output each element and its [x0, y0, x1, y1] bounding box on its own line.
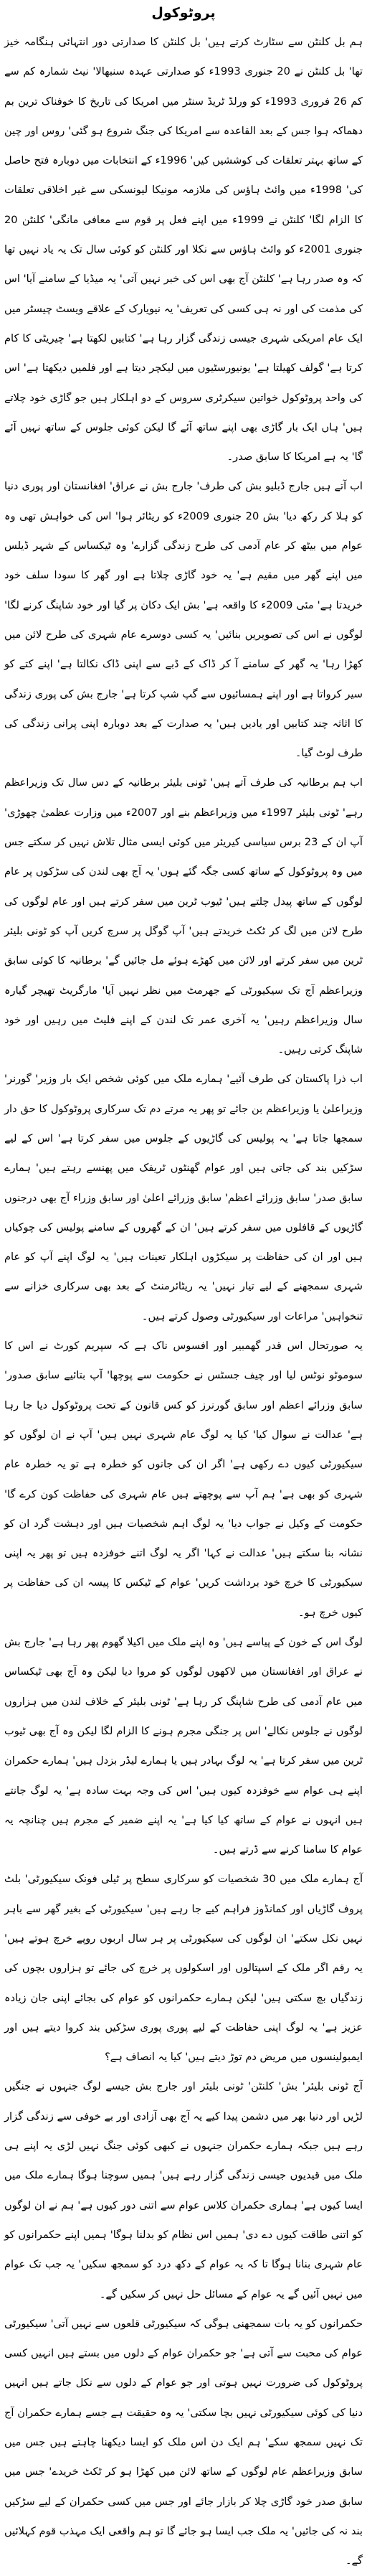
- article-paragraph: آج ہمارے ملک میں 30 شخصیات کو سرکاری سطح پر ٹیلی فونک سیکیورٹی' بلٹ پروف گاڑیاں اور کمانڈوز فراہم کیے جا رہے ہیں' سیکیورٹی کے بغیر گھر سے باہر نہیں نکل سکتے' ان لوگوں کی سیکیورٹی پر ہر سال اربوں روپے خرچ ہوتے ہیں' یہ رقم اگر ملک کے اسپتالوں اور اسکولوں پر خرچ کی جائے تو ہزاروں بچوں کی زندگیاں بچ سکتی ہیں' لیکن ہمارے حکمرانوں کو عوام کی بجائے اپنی جان زیادہ عزیز ہے' یہ لوگ اپنی حفاظت کے لیے پوری پوری سڑکیں بند کروا دیتے ہیں اور ایمبولینسوں میں مریض دم توڑ دیتے ہیں' کیا یہ انصاف ہے؟: [4, 1873, 363, 2064]
- article-paragraph: لوگ اس کے خون کے پیاسے ہیں' وہ اپنے ملک میں اکیلا گھوم پھر رہا ہے' جارج بش نے عراق اور افغانستان میں لاکھوں لوگوں کو مروا دیا لیکن وہ آج بھی ٹیکساس میں عام آدمی کی طرح شاپنگ کر رہا ہے' ٹونی بلیئر کے خلاف لندن میں ہزاروں لوگوں نے جلوس نکالے' اس پر جنگی مجرم ہونے کا الزام لگا لیکن وہ آج بھی ٹیوب ٹرین میں سفر کرتا ہے' یہ لوگ بہادر ہیں یا ہمارے لیڈر بزدل ہیں' ہمارے حکمران اپنے ہی عوام سے خوفزدہ کیوں ہیں' اس کی وجہ بہت سادہ ہے' یہ لوگ جانتے ہیں انہوں نے عوام کے ساتھ کیا کیا ہے' یہ اپنے ضمیر کے مجرم ہیں چنانچہ یہ عوام کا سامنا کرنے سے ڈرتے ہیں۔: [4, 1636, 363, 1856]
- article-paragraph: اب آتے ہیں جارج ڈبلیو بش کی طرف' جارج بش نے عراق' افغانستان اور پوری دنیا کو ہلا کر رکھ دیا' بش 20 جنوری 2009ء کو ریٹائر ہوا' اس کی خواہش تھی وہ عوام میں بیٹھ کر عام آدمی کی طرح زندگی گزارے' وہ ٹیکساس کے شہر ڈیلس میں اپنے گھر میں مقیم ہے' یہ خود گاڑی چلاتا ہے اور گھر کا سودا سلف خود خریدتا ہے' مئی 2009ء کا واقعہ ہے' بش ایک دکان پر گیا اور خود شاپنگ کرنے لگا' لوگوں نے اس کی تصویریں بنائیں' یہ کسی دوسرے عام شہری کی طرح لائن میں کھڑا رہا' یہ گھر کے سامنے آ کر ڈاک کے ڈبے سے اپنی ڈاک نکالتا ہے' اپنے کتے کو سیر کرواتا ہے اور اپنے ہمسائیوں سے گپ شپ کرتا ہے' جارج بش کی پوری زندگی کا اثاثہ چند کتابیں اور یادیں ہیں' یہ صدارت کے بعد دوبارہ اپنی پرانی زندگی کی طرف لوٹ گیا۔: [4, 480, 363, 760]
- article-paragraph: اب ہم برطانیہ کی طرف آتے ہیں' ٹونی بلیئر برطانیہ کے دس سال تک وزیراعظم رہے' ٹونی بلیئر 1997ء میں وزیراعظم بنے اور 2007ء میں وزارت عظمیٰ چھوڑی' آپ ان کے 23 برس سیاسی کیریئر میں کوئی ایسی مثال تلاش نہیں کر سکتے جس میں وہ پروٹوکول کے ساتھ کسی جگہ گئے ہوں' یہ آج بھی لندن کی سڑکوں پر عام لوگوں کے ساتھ پیدل چلتے ہیں' ٹیوب ٹرین میں سفر کرتے ہیں اور عام لوگوں کی طرح لائن میں لگ کر ٹکٹ خریدتے ہیں' آپ گوگل پر سرچ کریں آپ کو ٹونی بلیئر ٹرین میں سفر کرتے اور لائن میں کھڑے ہوئے مل جائیں گے' برطانیہ کا کوئی سابق وزیراعظم آج تک سیکیورٹی کے جھرمٹ میں نظر نہیں آیا' مارگریٹ تھیچر گیارہ سال وزیراعظم رہیں' یہ آخری عمر تک لندن کے اپنے فلیٹ میں رہیں اور خود شاپنگ کرتی رہیں۔: [4, 776, 363, 1056]
- article-title: پروٹوکول: [151, 5, 216, 21]
- article-paragraph: اب ذرا پاکستان کی طرف آئیے' ہمارے ملک میں کوئی شخص ایک بار وزیر' گورنر' وزیراعلیٰ یا وزیراعظم بن جائے تو پھر یہ مرتے دم تک سرکاری پروٹوکول کا حق دار سمجھا جاتا ہے' یہ پولیس کی گاڑیوں کے جلوس میں سفر کرتا ہے' اس کے لیے سڑکیں بند کی جاتی ہیں اور عوام گھنٹوں ٹریفک میں پھنسے رہتے ہیں' ہمارے سابق صدر' سابق وزرائے اعظم' سابق وزرائے اعلیٰ اور سابق وزراء آج بھی درجنوں گاڑیوں کے قافلوں میں سفر کرتے ہیں' ان کے گھروں کے سامنے پولیس کی چوکیاں ہیں اور ان کی حفاظت پر سیکڑوں اہلکار تعینات ہیں' یہ لوگ اپنے آپ کو عام شہری سمجھنے کے لیے تیار نہیں' یہ ریٹائرمنٹ کے بعد بھی سرکاری خزانے سے تنخواہیں' مراعات اور سیکیورٹی وصول کرتے ہیں۔: [4, 1073, 363, 1322]
- article-paragraph: ہم بل کلنٹن سے سٹارٹ کرتے ہیں' بل کلنٹن کا صدارتی دور انتہائی ہنگامہ خیز تھا' بل کلنٹن نے 20 جنوری 1993ء کو صدارتی عہدہ سنبھالا' نیٹ شمارہ کم سے کم 26 فروری 1993ء کو ورلڈ ٹریڈ سنٹر میں امریکا کی تاریخ کا خوفناک ترین بم دھماکہ ہوا جس کے بعد القاعدہ سے امریکا کی جنگ شروع ہو گئی' روس اور چین کے ساتھ بہتر تعلقات کی کوششیں کیں' 1996ء کے انتخابات میں دوبارہ فتح حاصل کی' 1998ء میں وائٹ ہاؤس کی ملازمہ مونیکا لیونسکی سے غیر اخلاقی تعلقات کا الزام لگا' کلنٹن نے 1999ء میں اپنے فعل پر قوم سے معافی مانگی' کلنٹن 20 جنوری 2001ء کو وائٹ ہاؤس سے نکلا اور کلنٹن کو کوئی سال تک یہ یاد نہیں تھا کہ وہ صدر رہا ہے' کلنٹن آج بھی اس کی خبر نہیں آتی' یہ میڈیا کے سامنے آیا' اس کی مذمت کی اور نہ ہی کسی کی تعریف' یہ نیویارک کے علاقے ویسٹ چیسٹر میں ایک عام امریکی شہری جیسی زندگی گزار رہا ہے' کتابیں لکھتا ہے' چیریٹی کا کام کرتا ہے' گولف کھیلتا ہے' یونیورسٹیوں میں لیکچر دیتا ہے اور فلمیں دیکھتا ہے' اس کی واحد پروٹوکول خواتین سیکرٹری سروس کے دو اہلکار ہیں جو گاڑی خود چلاتے ہیں' ہاں ایک بار گاڑی بھی اپنے ساتھ آئے گا لیکن کوئی جلوس کے ساتھ نہیں آئے گا' یہ ہے امریکا کا سابق صدر۔: [4, 36, 363, 464]
- article-paragraph: یہ صورتحال اس قدر گھمبیر اور افسوس ناک ہے کہ سپریم کورٹ نے اس کا سوموٹو نوٹس لیا اور چیف جسٹس نے حکومت سے پوچھا' آپ بتائیے سابق صدور' سابق وزرائے اعظم اور سابق گورنرز کو کس قانون کے تحت پروٹوکول دیا جا رہا ہے' عدالت نے سوال کیا' کیا یہ لوگ عام شہری نہیں ہیں' آپ نے ان لوگوں کو سیکیورٹی کیوں دے رکھی ہے' اگر ان کی جانوں کو خطرہ ہے تو یہ خطرہ عام شہری کو بھی ہے' ہم آپ سے پوچھتے ہیں عام شہری کی حفاظت کون کرے گا' حکومت کے وکیل نے جواب دیا' یہ لوگ اہم شخصیات ہیں اور دہشت گرد ان کو نشانہ بنا سکتے ہیں' عدالت نے کہا' اگر یہ لوگ اتنے خوفزدہ ہیں تو پھر یہ اپنی سیکیورٹی کا خرچ خود برداشت کریں' عوام کے ٹیکس کا پیسہ ان کی حفاظت پر کیوں خرچ ہو۔: [4, 1340, 363, 1619]
- article-paragraph: حکمرانوں کو یہ بات سمجھنی ہوگی کہ سیکیورٹی قلعوں سے نہیں آتی' سیکیورٹی عوام کی محبت سے آتی ہے' جو حکمران عوام کے دلوں میں بستے ہیں انہیں کسی پروٹوکول کی ضرورت نہیں ہوتی اور جو عوام کے دلوں سے نکل جاتے ہیں انہیں دنیا کی کوئی سیکیورٹی نہیں بچا سکتی' یہ وہ حقیقت ہے جسے ہمارے حکمران آج تک نہیں سمجھ سکے' ہم ایک دن اس ملک کو ایسا دیکھنا چاہتے ہیں جس میں سابق وزیراعظم عام لوگوں کے ساتھ لائن میں کھڑا ہو کر ٹکٹ خریدے' جس میں سابق صدر خود گاڑی چلا کر بازار جائے اور جس میں کسی حکمران کے لیے سڑکیں بند نہ کی جائیں' یہ ملک جب ایسا ہو جائے گا تو ہم واقعی ایک مہذب قوم کہلائیں گے۔: [4, 2317, 363, 2567]
- article-paragraph: آج ٹونی بلیئر' بش' کلنٹن' ٹونی بلیئر اور جارج بش جیسے لوگ جنہوں نے جنگیں لڑیں اور دنیا بھر میں دشمن پیدا کیے یہ آج بھی آزادی اور بے خوفی سے زندگی گزار رہے ہیں جبکہ ہمارے حکمران جنہوں نے کبھی کوئی جنگ نہیں لڑی یہ اپنے ہی ملک میں قیدیوں جیسی زندگی گزار رہے ہیں' ہمیں سوچنا ہوگا ہمارے ملک میں ایسا کیوں ہے' ہماری حکمران کلاس عوام سے اتنی دور کیوں ہے' ہم نے ان لوگوں کو اتنی طاقت کیوں دے دی' ہمیں اس نظام کو بدلنا ہوگا' ہمیں اپنے حکمرانوں کو عام شہری بنانا ہوگا تا کہ یہ عوام کے دکھ درد کو سمجھ سکیں' یہ جب تک عوام میں نہیں آئیں گے یہ عوام کے مسائل حل نہیں کر سکیں گے۔: [4, 2080, 363, 2300]
- article-body: [4, 27, 363, 2567]
